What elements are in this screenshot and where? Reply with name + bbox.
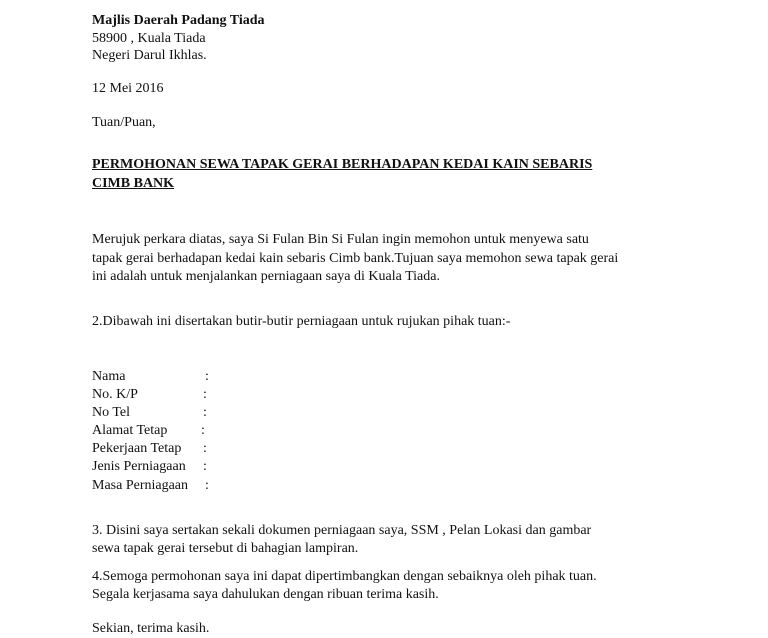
paragraph3-line1: 3. Disini saya sertakan sekali dokumen perniagaan saya, SSM , Pelan Lokasi dan gambar [92,523,592,538]
paragraph1-line3: ini adalah untuk menjalankan perniagaan saya di Kuala Tiada. [92,269,440,284]
salutation: Tuan/Puan, [92,115,156,130]
field-colon: : [205,478,209,493]
field-label: Jenis Perniagaan [92,459,186,474]
subject-line2: CIMB BANK [92,176,175,191]
paragraph1-line2: tapak gerai berhadapan kedai kain sebaris Cimb bank.Tujuan saya memohon sewa tapak gerai [92,251,619,266]
field-colon: : [205,369,209,384]
field-label: No. K/P [92,387,138,402]
paragraph3-line2: sewa tapak gerai tersebut di bahagian lampiran. [92,541,359,556]
field-label: Masa Perniagaan [92,478,189,493]
field-label: Pekerjaan Tetap [92,441,182,456]
sender-address-line1: 58900 , Kuala Tiada [92,31,206,46]
field-colon: : [203,459,207,474]
paragraph4-line2: Segala kerjasama saya dahulukan dengan ribuan terima kasih. [92,587,439,602]
sender-address-line2: Negeri Darul Ikhlas. [92,48,207,63]
paragraph4-line1: 4.Semoga permohonan saya ini dapat dipertimbangkan dengan sebaiknya oleh pihak tuan. [92,569,597,584]
subject-line1: PERMOHONAN SEWA TAPAK GERAI BERHADAPAN KEDAI KAIN SEBARIS [92,157,593,172]
letter-date: 12 Mei 2016 [92,81,164,96]
field-colon: : [203,405,207,420]
field-label: Nama [92,369,126,384]
field-label: Alamat Tetap [92,423,168,438]
closing: Sekian, terima kasih. [92,621,210,636]
field-colon: : [203,441,207,456]
field-colon: : [203,387,207,402]
paragraph2: 2.Dibawah ini disertakan butir-butir perniagaan untuk rujukan pihak tuan:- [92,314,511,329]
field-label: No Tel [92,405,131,420]
field-colon: : [201,423,205,438]
sender-name: Majlis Daerah Padang Tiada [92,13,265,28]
paragraph1-line1: Merujuk perkara diatas, saya Si Fulan Bin Si Fulan ingin memohon untuk menyewa satu [92,232,589,247]
